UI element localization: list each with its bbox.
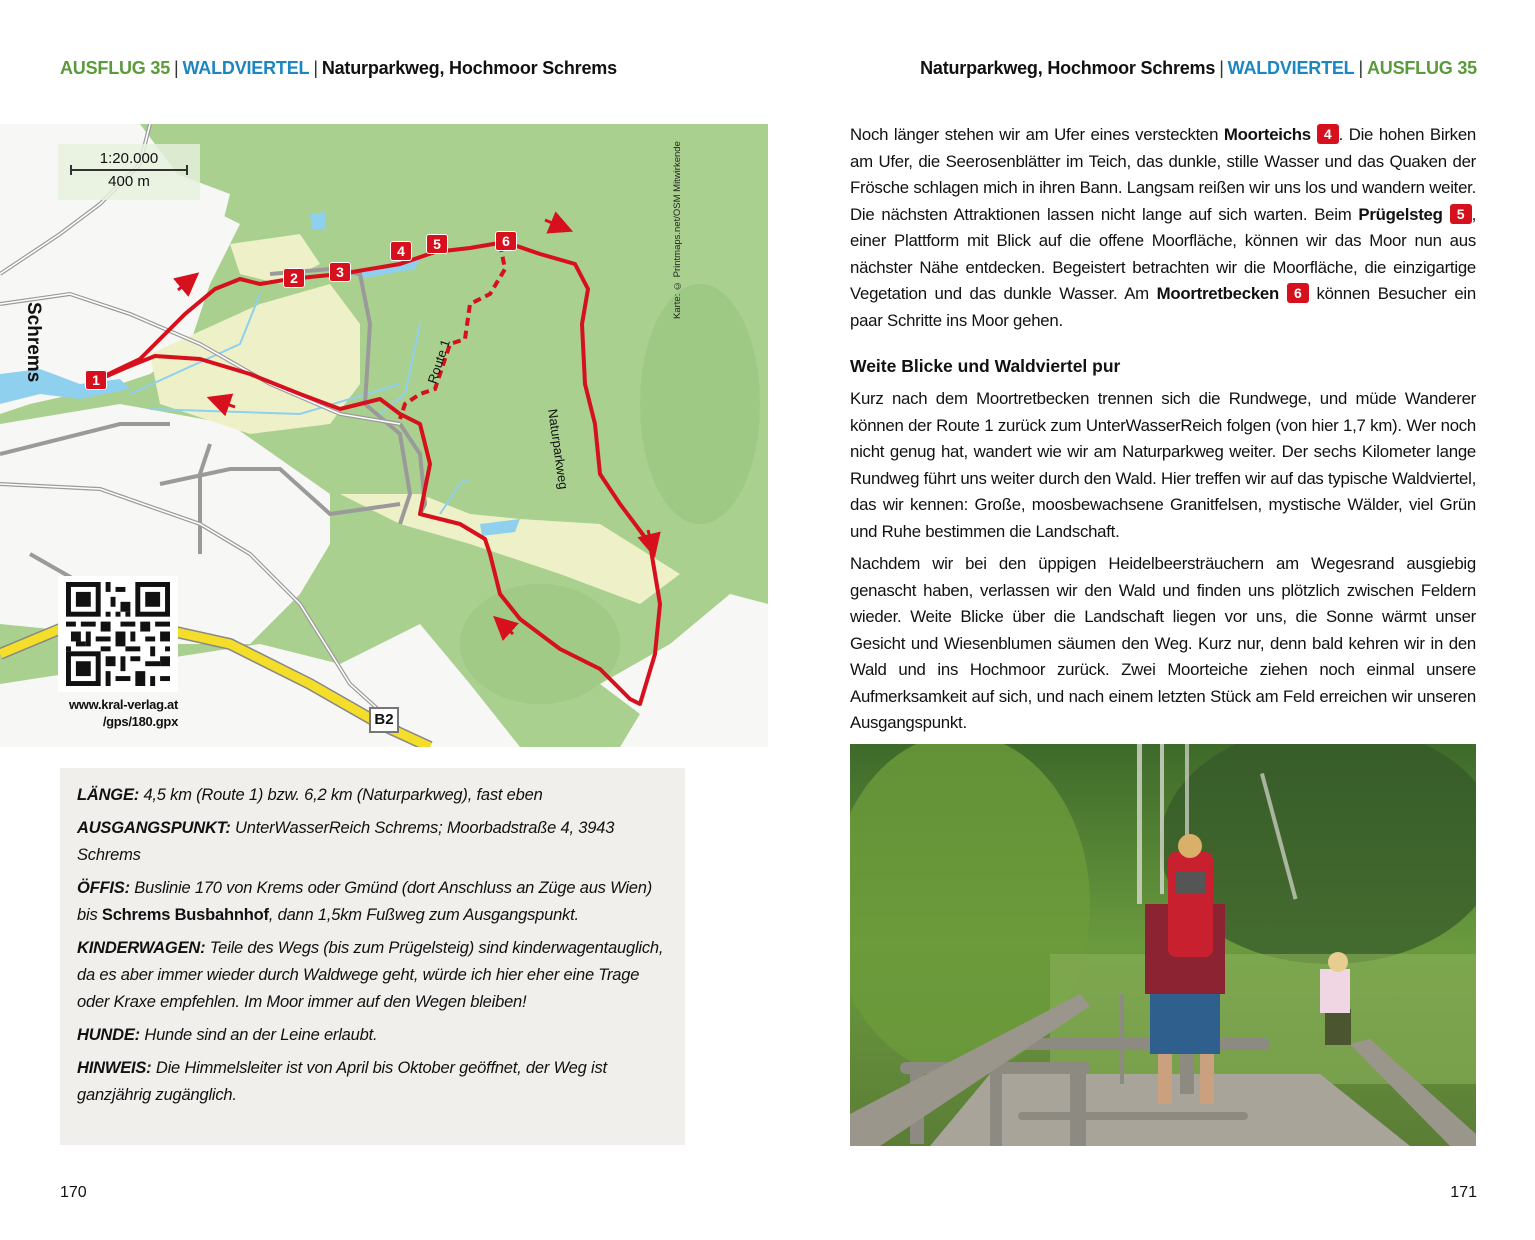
scale-bar — [70, 169, 188, 171]
waypoint-marker-6[interactable]: 6 — [495, 231, 517, 251]
info-note — [77, 1055, 667, 1109]
info-label: KINDERWAGEN: — [77, 939, 206, 957]
waypoint-badge-5: 5 — [1450, 204, 1472, 224]
gpx-url-line-2: /gps/180.gpx — [102, 714, 178, 729]
route-1-label: Route 1 — [424, 337, 453, 386]
tour-title: Naturparkweg, Hochmoor Schrems — [920, 58, 1216, 78]
separator: | — [1219, 58, 1224, 78]
hikers-boardwalk-photo — [850, 744, 1476, 1146]
region-name: WALDVIERTEL — [182, 58, 310, 78]
info-value: Teile des Wegs (bis zum Prügelsteig) sind kinderwagentauglich, da es aber immer wieder durch Waldwege geht, würde ich hier eher eine Trage oder Kraxe empfehlen. Im Moor immer auf den Wegen bleiben! — [77, 939, 664, 1011]
waypoint-marker-1[interactable]: 1 — [85, 370, 107, 390]
road-b2-label: B2 — [369, 707, 399, 733]
separator: | — [174, 58, 179, 78]
qr-code-graphic — [65, 582, 171, 686]
map-credit: Karte: © Printmaps.net/OSM Mitwirkende — [672, 141, 683, 319]
info-label: HINWEIS: — [77, 1059, 152, 1077]
waypoint-marker-3[interactable]: 3 — [329, 262, 351, 282]
separator: | — [313, 58, 318, 78]
text: Noch länger stehen wir am Ufer eines versteckten — [850, 125, 1224, 144]
scale-ratio: 1:20.000 — [99, 150, 159, 167]
left-running-header — [60, 58, 617, 79]
info-value: UnterWasserReich Schrems; Moorbadstraße 4, 3943 Schrems — [77, 819, 615, 864]
waypoint-marker-2[interactable]: 2 — [283, 268, 305, 288]
info-value-bold: Schrems Busbahnhof — [101, 906, 269, 924]
waypoint-badge-6: 6 — [1287, 283, 1309, 303]
info-label: HUNDE: — [77, 1026, 140, 1044]
tour-title: Naturparkweg, Hochmoor Schrems — [321, 58, 617, 78]
route-1-path — [400, 244, 505, 419]
tour-number: AUSFLUG 35 — [60, 58, 171, 78]
text: . Die hohen Birken am Ufer, die Seerosenblätter im Teich, das dunkle, stille Wasser und das Quaken der Frösche schlagen mich in ihren Bann. Langsam reißen wir uns los und wandern weiter. Die nächsten Attraktionen lassen nicht lange auf sich warten. Beim — [850, 125, 1476, 224]
tour-info-box — [60, 768, 685, 1145]
scale-distance: 400 m — [108, 173, 150, 190]
map-scale — [58, 144, 200, 200]
text: können Besucher ein paar Schritte ins Moor gehen. — [850, 284, 1476, 330]
right-running-header — [920, 58, 1477, 79]
town-label: Schrems — [23, 302, 44, 383]
section-heading: Weite Blicke und Waldviertel pur — [850, 356, 1121, 376]
poi-moorteich: Moorteichs — [1223, 125, 1311, 144]
info-label: LÄNGE: — [77, 786, 140, 804]
gpx-download-link[interactable] — [54, 696, 178, 730]
info-value: , dann 1,5km Fußweg zum Ausgangspunkt. — [268, 906, 579, 924]
info-start-point — [77, 815, 667, 869]
page-number-right: 171 — [1450, 1184, 1477, 1201]
article-body-2 — [850, 386, 1476, 743]
article-paragraph-3: Nachdem wir bei den üppigen Heidelbeersträuchern am Wegesrand ausgiebig genascht haben, verlassen wir den Wald und finden uns plötzlich zwischen Feldern wieder. Weite Blicke über die Landschaft liegen vor uns, die Sonne wärmt unser Gesicht und Wiesenblumen säumen den Weg. Kurz nur, denn bald kehren wir in den Wald und ins Hochmoor zurück. Zwei Moorteiche ziehen noch einmal unsere Aufmerksamkeit auf sich, und nach einem letzten Stück am Feld erreichen wir unseren Ausgangspunkt. — [850, 554, 1476, 732]
info-stroller — [77, 935, 667, 1016]
info-value: Die Himmelsleiter ist von April bis Oktober geöffnet, der Weg ist ganzjährig zugänglich. — [77, 1059, 607, 1104]
separator: | — [1358, 58, 1363, 78]
field — [340, 494, 680, 604]
stream — [380, 324, 420, 414]
poi-moortretbecken: Moortretbecken — [1156, 284, 1280, 303]
info-dogs — [77, 1022, 667, 1049]
article-paragraph-1 — [850, 122, 1476, 340]
poi-pruegelsteg: Prügelsteg — [1358, 204, 1443, 224]
route-map — [0, 124, 768, 747]
direction-arrow — [545, 220, 562, 227]
pond — [310, 212, 325, 229]
info-public-transport — [77, 875, 667, 929]
waypoint-marker-4[interactable]: 4 — [390, 241, 412, 261]
info-value: 4,5 km (Route 1) bzw. 6,2 km (Naturparkweg), fast eben — [143, 786, 543, 804]
photo-illustration — [850, 744, 1476, 1146]
open-area — [600, 594, 768, 747]
text: , einer Plattform mit Blick auf die offene Moorfläche, können wir das Moor nun aus nächster Nähe entdecken. Begeistert betrachten wir die Moorfläche, die einzigartige Vegetation und das dunkle Wasser. Am — [850, 204, 1476, 303]
waypoint-badge-4: 4 — [1317, 124, 1339, 144]
info-value: Buslinie 170 von Krems oder Gmünd (dort Anschluss an Züge aus Wien) bis — [77, 879, 653, 924]
region-name: WALDVIERTEL — [1227, 58, 1355, 78]
article-paragraph-2: Kurz nach dem Moortretbecken trennen sich die Rundwege, und müde Wanderer können der Route 1 zurück zum UnterWasserReich folgen (von hier 1,7 km). Wer noch nicht genug hat, wandert wie wir am Naturparkweg weiter. Der sechs Kilometer lange Rundweg führt uns weiter durch den Wald. Hier treffen wir auf das typische Waldviertel, das wir kennen: Große, moosbewachsene Granitfelsen, mystische Wälder, viel Grün und Ruhe bestimmen die Landschaft. — [850, 389, 1476, 541]
info-length — [77, 782, 667, 809]
waypoint-marker-5[interactable]: 5 — [426, 234, 448, 254]
naturparkweg-label: Naturparkweg — [545, 408, 572, 491]
gpx-url-line-1: www.kral-verlag.at — [69, 697, 178, 712]
info-value: Hunde sind an der Leine erlaubt. — [144, 1026, 378, 1044]
info-label: ÖFFIS: — [77, 879, 130, 897]
page-number-left: 170 — [60, 1184, 87, 1201]
qr-code[interactable] — [58, 576, 178, 692]
tour-number: AUSFLUG 35 — [1366, 58, 1477, 78]
info-label: AUSGANGSPUNKT: — [77, 819, 231, 837]
